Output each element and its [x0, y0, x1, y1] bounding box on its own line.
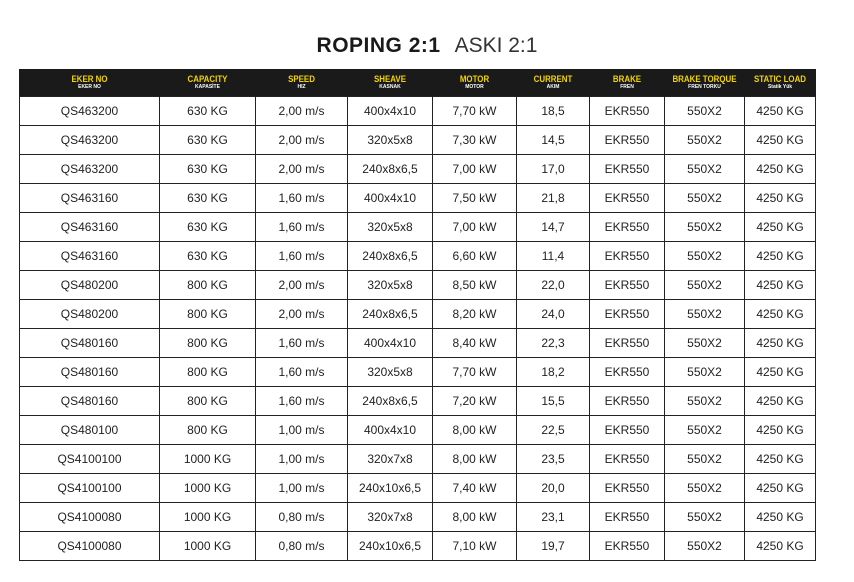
- cell-current: 20,0: [517, 474, 590, 503]
- cell-static-load: 4250 KG: [745, 387, 816, 416]
- cell-speed: 2,00 m/s: [256, 155, 348, 184]
- cell-capacity: 800 KG: [160, 387, 256, 416]
- cell-current: 14,5: [517, 126, 590, 155]
- cell-motor: 8,20 kW: [433, 300, 517, 329]
- table-body: [20, 97, 816, 561]
- cell-brake: EKR550: [590, 300, 665, 329]
- col-sublabel: FREN TORKU: [688, 84, 721, 90]
- cell-brake: EKR550: [590, 97, 665, 126]
- cell-eker-no: QS480100: [20, 416, 160, 445]
- cell-eker-no: QS480160: [20, 358, 160, 387]
- col-sublabel: FREN: [620, 84, 634, 90]
- cell-motor: 7,30 kW: [433, 126, 517, 155]
- cell-capacity: 800 KG: [160, 416, 256, 445]
- cell-brake-torque: 550X2: [665, 416, 745, 445]
- cell-capacity: 800 KG: [160, 271, 256, 300]
- page-title: [0, 34, 854, 58]
- cell-brake-torque: 550X2: [665, 532, 745, 561]
- cell-sheave: 400x4x10: [348, 329, 433, 358]
- cell-capacity: 800 KG: [160, 358, 256, 387]
- table-row: [20, 242, 816, 271]
- cell-speed: 1,00 m/s: [256, 445, 348, 474]
- cell-speed: 0,80 m/s: [256, 532, 348, 561]
- cell-speed: 1,60 m/s: [256, 184, 348, 213]
- cell-sheave: 400x4x10: [348, 184, 433, 213]
- cell-current: 24,0: [517, 300, 590, 329]
- cell-static-load: 4250 KG: [745, 271, 816, 300]
- cell-sheave: 320x5x8: [348, 213, 433, 242]
- cell-brake: EKR550: [590, 503, 665, 532]
- col-header-brake: [590, 69, 665, 97]
- cell-speed: 1,00 m/s: [256, 474, 348, 503]
- cell-capacity: 630 KG: [160, 213, 256, 242]
- cell-brake-torque: 550X2: [665, 242, 745, 271]
- cell-static-load: 4250 KG: [745, 155, 816, 184]
- table-row: [20, 416, 816, 445]
- table-header-row: [20, 69, 816, 97]
- table-row: [20, 300, 816, 329]
- col-sublabel: AKIM: [546, 84, 560, 90]
- cell-brake: EKR550: [590, 474, 665, 503]
- cell-brake: EKR550: [590, 532, 665, 561]
- cell-current: 21,8: [517, 184, 590, 213]
- cell-eker-no: QS480160: [20, 387, 160, 416]
- cell-static-load: 4250 KG: [745, 532, 816, 561]
- col-label: BRAKE: [612, 74, 642, 84]
- cell-current: 23,1: [517, 503, 590, 532]
- table-row: [20, 445, 816, 474]
- cell-speed: 0,80 m/s: [256, 503, 348, 532]
- col-header-speed: [256, 69, 348, 97]
- cell-eker-no: QS480160: [20, 329, 160, 358]
- col-label: STATIC LOAD: [753, 74, 807, 84]
- cell-brake: EKR550: [590, 213, 665, 242]
- cell-motor: 7,20 kW: [433, 387, 517, 416]
- cell-motor: 8,00 kW: [433, 503, 517, 532]
- cell-current: 18,2: [517, 358, 590, 387]
- cell-capacity: 630 KG: [160, 97, 256, 126]
- table-row: [20, 213, 816, 242]
- col-header-eker-no: [20, 69, 160, 97]
- col-sublabel: HIZ: [297, 84, 306, 90]
- col-sublabel: KASNAK: [379, 84, 401, 90]
- cell-current: 18,5: [517, 97, 590, 126]
- cell-brake-torque: 550X2: [665, 387, 745, 416]
- cell-motor: 7,00 kW: [433, 213, 517, 242]
- cell-static-load: 4250 KG: [745, 329, 816, 358]
- cell-capacity: 800 KG: [160, 329, 256, 358]
- cell-eker-no: QS463160: [20, 242, 160, 271]
- col-label: SPEED: [288, 74, 315, 84]
- cell-capacity: 630 KG: [160, 184, 256, 213]
- table-row: [20, 358, 816, 387]
- cell-brake-torque: 550X2: [665, 213, 745, 242]
- table-row: [20, 474, 816, 503]
- table-row: [20, 97, 816, 126]
- cell-brake-torque: 550X2: [665, 474, 745, 503]
- cell-capacity: 630 KG: [160, 126, 256, 155]
- cell-speed: 2,00 m/s: [256, 300, 348, 329]
- cell-speed: 2,00 m/s: [256, 271, 348, 300]
- col-sublabel: Statik Yük: [767, 84, 793, 90]
- cell-sheave: 240x8x6,5: [348, 242, 433, 271]
- cell-brake: EKR550: [590, 126, 665, 155]
- cell-capacity: 1000 KG: [160, 532, 256, 561]
- cell-current: 17,0: [517, 155, 590, 184]
- table-row: [20, 155, 816, 184]
- cell-motor: 8,00 kW: [433, 416, 517, 445]
- cell-capacity: 630 KG: [160, 242, 256, 271]
- cell-motor: 7,00 kW: [433, 155, 517, 184]
- cell-current: 22,5: [517, 416, 590, 445]
- cell-sheave: 240x8x6,5: [348, 155, 433, 184]
- cell-capacity: 1000 KG: [160, 503, 256, 532]
- cell-eker-no: QS4100100: [20, 474, 160, 503]
- col-header-brake-torque: [665, 69, 745, 97]
- col-header-capacity: [160, 69, 256, 97]
- cell-brake-torque: 550X2: [665, 155, 745, 184]
- title-main: ROPING 2:1: [316, 34, 441, 57]
- cell-motor: 8,50 kW: [433, 271, 517, 300]
- table-row: [20, 387, 816, 416]
- cell-brake-torque: 550X2: [665, 329, 745, 358]
- cell-current: 19,7: [517, 532, 590, 561]
- cell-current: 14,7: [517, 213, 590, 242]
- cell-sheave: 320x7x8: [348, 445, 433, 474]
- cell-capacity: 630 KG: [160, 155, 256, 184]
- cell-speed: 1,60 m/s: [256, 329, 348, 358]
- cell-static-load: 4250 KG: [745, 445, 816, 474]
- table-row: [20, 503, 816, 532]
- cell-capacity: 1000 KG: [160, 445, 256, 474]
- cell-eker-no: QS463160: [20, 184, 160, 213]
- table-row: [20, 184, 816, 213]
- col-label: EKER NO: [71, 74, 108, 84]
- cell-eker-no: QS480200: [20, 271, 160, 300]
- cell-static-load: 4250 KG: [745, 474, 816, 503]
- cell-brake: EKR550: [590, 329, 665, 358]
- cell-current: 11,4: [517, 242, 590, 271]
- cell-motor: 6,60 kW: [433, 242, 517, 271]
- cell-motor: 7,70 kW: [433, 97, 517, 126]
- cell-eker-no: QS4100080: [20, 503, 160, 532]
- cell-motor: 7,50 kW: [433, 184, 517, 213]
- cell-brake-torque: 550X2: [665, 271, 745, 300]
- cell-brake-torque: 550X2: [665, 126, 745, 155]
- cell-brake-torque: 550X2: [665, 445, 745, 474]
- cell-eker-no: QS463200: [20, 155, 160, 184]
- cell-brake: EKR550: [590, 271, 665, 300]
- cell-eker-no: QS480200: [20, 300, 160, 329]
- col-label: CURRENT: [533, 74, 573, 84]
- cell-motor: 7,70 kW: [433, 358, 517, 387]
- col-sublabel: EKER NO: [78, 84, 101, 90]
- cell-brake: EKR550: [590, 242, 665, 271]
- cell-static-load: 4250 KG: [745, 416, 816, 445]
- cell-speed: 1,60 m/s: [256, 387, 348, 416]
- cell-current: 23,5: [517, 445, 590, 474]
- col-label: CAPACITY: [187, 74, 228, 84]
- cell-static-load: 4250 KG: [745, 242, 816, 271]
- cell-brake-torque: 550X2: [665, 358, 745, 387]
- cell-sheave: 240x10x6,5: [348, 532, 433, 561]
- cell-speed: 2,00 m/s: [256, 126, 348, 155]
- col-sublabel: KAPASİTE: [195, 84, 220, 90]
- cell-motor: 8,00 kW: [433, 445, 517, 474]
- title-sub: ASKI 2:1: [454, 34, 538, 57]
- cell-brake: EKR550: [590, 358, 665, 387]
- table-row: [20, 271, 816, 300]
- cell-eker-no: QS463200: [20, 126, 160, 155]
- cell-motor: 7,10 kW: [433, 532, 517, 561]
- cell-static-load: 4250 KG: [745, 184, 816, 213]
- cell-capacity: 1000 KG: [160, 474, 256, 503]
- cell-sheave: 240x10x6,5: [348, 474, 433, 503]
- cell-sheave: 320x7x8: [348, 503, 433, 532]
- cell-sheave: 320x5x8: [348, 271, 433, 300]
- cell-brake: EKR550: [590, 445, 665, 474]
- cell-brake-torque: 550X2: [665, 97, 745, 126]
- cell-sheave: 400x4x10: [348, 416, 433, 445]
- cell-speed: 1,60 m/s: [256, 358, 348, 387]
- cell-sheave: 240x8x6,5: [348, 300, 433, 329]
- cell-brake-torque: 550X2: [665, 503, 745, 532]
- cell-current: 22,3: [517, 329, 590, 358]
- table-row: [20, 126, 816, 155]
- cell-brake: EKR550: [590, 155, 665, 184]
- cell-speed: 1,60 m/s: [256, 242, 348, 271]
- cell-static-load: 4250 KG: [745, 300, 816, 329]
- cell-brake-torque: 550X2: [665, 184, 745, 213]
- col-sublabel: MOTOR: [465, 84, 484, 90]
- table-row: [20, 532, 816, 561]
- col-header-current: [517, 69, 590, 97]
- col-label: BRAKE TORQUE: [672, 74, 737, 84]
- cell-brake: EKR550: [590, 416, 665, 445]
- cell-motor: 8,40 kW: [433, 329, 517, 358]
- cell-eker-no: QS4100100: [20, 445, 160, 474]
- cell-static-load: 4250 KG: [745, 213, 816, 242]
- spec-table: [19, 69, 816, 561]
- col-header-sheave: [348, 69, 433, 97]
- table-row: [20, 329, 816, 358]
- cell-current: 15,5: [517, 387, 590, 416]
- cell-sheave: 320x5x8: [348, 358, 433, 387]
- cell-brake: EKR550: [590, 184, 665, 213]
- cell-speed: 2,00 m/s: [256, 97, 348, 126]
- cell-capacity: 800 KG: [160, 300, 256, 329]
- col-label: SHEAVE: [374, 74, 406, 84]
- cell-current: 22,0: [517, 271, 590, 300]
- col-header-static-load: [745, 69, 816, 97]
- cell-speed: 1,00 m/s: [256, 416, 348, 445]
- cell-sheave: 400x4x10: [348, 97, 433, 126]
- col-label: MOTOR: [459, 74, 490, 84]
- cell-eker-no: QS4100080: [20, 532, 160, 561]
- cell-eker-no: QS463160: [20, 213, 160, 242]
- cell-static-load: 4250 KG: [745, 503, 816, 532]
- cell-static-load: 4250 KG: [745, 97, 816, 126]
- cell-sheave: 240x8x6,5: [348, 387, 433, 416]
- cell-static-load: 4250 KG: [745, 358, 816, 387]
- col-header-motor: [433, 69, 517, 97]
- cell-brake-torque: 550X2: [665, 300, 745, 329]
- cell-motor: 7,40 kW: [433, 474, 517, 503]
- cell-speed: 1,60 m/s: [256, 213, 348, 242]
- cell-sheave: 320x5x8: [348, 126, 433, 155]
- cell-brake: EKR550: [590, 387, 665, 416]
- cell-eker-no: QS463200: [20, 97, 160, 126]
- cell-static-load: 4250 KG: [745, 126, 816, 155]
